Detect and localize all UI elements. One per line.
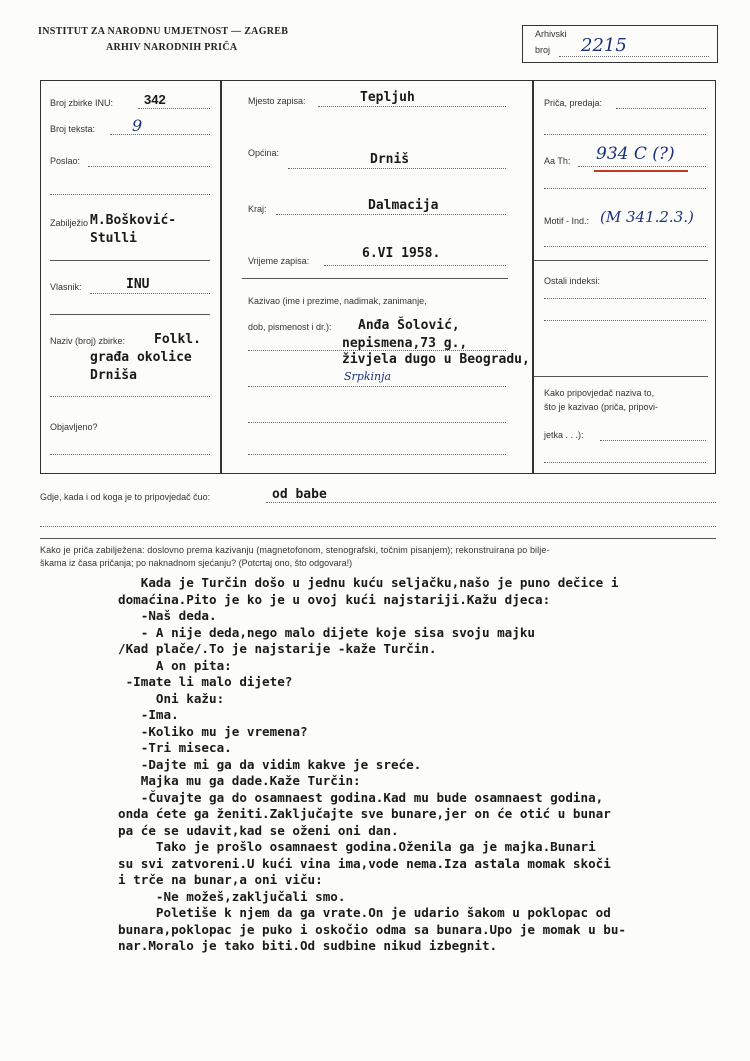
story-line: - A nije deda,nego malo dijete koje sisa svoju majku bbox=[118, 624, 536, 640]
story-line: -Tri miseca. bbox=[118, 740, 232, 755]
prica-label: Priča, predaja: bbox=[544, 98, 603, 108]
kazivao-handwritten: Srpkinja bbox=[344, 370, 392, 383]
institute-name: INSTITUT ZA NARODNU UMJETNOST — ZAGREB bbox=[38, 26, 289, 37]
story-line: -Naš deda. bbox=[118, 608, 217, 623]
vlasnik-value: INU bbox=[126, 277, 150, 292]
story-line: pa će se udavit,kad se oženi oni dan. bbox=[118, 822, 399, 838]
zabiljezio-line2: Stulli bbox=[90, 231, 137, 246]
archive-number: 2215 bbox=[581, 35, 627, 56]
story-line: nar.Moralo je tako biti.Od sudbine nikud izbegnit. bbox=[118, 938, 498, 953]
story-line: domaćina.Pito je ko je u ovoj kući najstariji.Kažu djeca: bbox=[118, 591, 551, 607]
story-line: A on pita: bbox=[118, 657, 232, 673]
naziv-line1: Folkl. bbox=[154, 332, 201, 347]
opcina-label: Općina: bbox=[248, 148, 280, 158]
ostali-label: Ostali indeksi: bbox=[544, 276, 601, 286]
kraj-label: Kraj: bbox=[248, 204, 267, 214]
motif-value: (M 341.2.3.) bbox=[600, 208, 694, 226]
kazivao-label-2: dob, pismenost i dr.): bbox=[248, 322, 332, 332]
poslao-label: Poslao: bbox=[50, 156, 81, 166]
naziv-label: Naziv (broj) zbirke: bbox=[50, 336, 126, 346]
kazivao-line1: Anđa Šolović, bbox=[358, 318, 460, 333]
mjesto-value: Tepljuh bbox=[360, 90, 415, 105]
story-line: -Dajte mi ga da vidim kakve je sreće. bbox=[118, 756, 422, 772]
story-line: i trče na bunar,a oni viču: bbox=[118, 872, 323, 887]
archive-box-label-2: broj bbox=[535, 45, 551, 55]
vrijeme-value: 6.VI 1958. bbox=[362, 246, 441, 261]
story-line: -Ne možeš,zaključali smo. bbox=[118, 888, 346, 904]
kraj-value: Dalmacija bbox=[368, 198, 439, 213]
story-line: Oni kažu: bbox=[118, 690, 225, 706]
story-line: onda ćete ga ženiti.Zaključajte sve bunare,jer on će otić u bunar bbox=[118, 806, 611, 821]
kazivao-label: Kazivao (ime i prezime, nadimak, zanimanje, bbox=[248, 296, 427, 306]
zabiljezio-line1: M.Bošković- bbox=[90, 213, 177, 228]
kako-label-2: što je kazivao (priča, pripovi- bbox=[544, 402, 659, 412]
vlasnik-label: Vlasnik: bbox=[50, 282, 82, 292]
naziv-line3: Drniša bbox=[90, 368, 137, 383]
kazivao-line2: nepismena,73 g., bbox=[342, 336, 468, 351]
story-line: -Koliko mu je vremena? bbox=[118, 723, 308, 739]
broj-zbirke-label: Broj zbirke INU: bbox=[50, 98, 114, 108]
kako-zabiljezena-line1: Kako je priča zabilježena: doslovno prema kazivanju (magnetofonom, stenografski, točnim pisanjem); rekonstruirana po bilje- bbox=[40, 545, 550, 555]
broj-teksta-value: 9 bbox=[132, 116, 143, 135]
kako-label: Kako pripovjedač naziva to, bbox=[544, 388, 655, 398]
mjesto-label: Mjesto zapisa: bbox=[248, 96, 306, 106]
naziv-line2: građa okolice bbox=[90, 350, 192, 365]
broj-zbirke-value: 342 bbox=[144, 92, 166, 107]
gdje-value: od babe bbox=[272, 487, 327, 502]
archive-name: ARHIV NARODNIH PRIČA bbox=[106, 42, 238, 53]
story-line: su svi zatvoreni.U kući vina ima,vode nema.Iza astala momak skoči bbox=[118, 855, 611, 871]
story-line: Majka mu ga dade.Kaže Turčin: bbox=[118, 773, 361, 788]
story-line: Poletiše k njem da ga vrate.On je udario šakom u poklopac od bbox=[118, 905, 611, 920]
opcina-value: Drniš bbox=[370, 152, 410, 167]
motif-label: Motif - Ind.: bbox=[544, 216, 590, 226]
aath-underline bbox=[594, 170, 688, 172]
story-line: -Ima. bbox=[118, 707, 179, 722]
kazivao-line3: živjela dugo u Beogradu, bbox=[342, 352, 530, 367]
gdje-label: Gdje, kada i od koga je to pripovjedač čuo: bbox=[40, 492, 211, 502]
aath-value: 934 C (?) bbox=[596, 144, 675, 164]
story-line: Kada je Turčin došo u jednu kuću seljačku,našo je puno dečice i bbox=[118, 575, 619, 590]
story-line: /Kad plače/.To je najstarije -kaže Turčin. bbox=[118, 641, 437, 656]
kako-zabiljezena-line2: škama iz časa pričanja; po naknadnom sjećanju? (Potcrtaj ono, što odgovara!) bbox=[40, 558, 353, 568]
story-text bbox=[118, 575, 738, 955]
archive-number-box bbox=[522, 25, 718, 63]
archive-box-label: Arhivski bbox=[535, 29, 567, 39]
objavljeno-label: Objavljeno? bbox=[50, 422, 98, 432]
aath-label: Aa Th: bbox=[544, 156, 571, 166]
broj-teksta-label: Broj teksta: bbox=[50, 124, 96, 134]
vrijeme-label: Vrijeme zapisa: bbox=[248, 256, 310, 266]
story-line: Tako je prošlo osamnaest godina.Oženila ga je majka.Bunari bbox=[118, 839, 596, 854]
story-line: -Čuvajte ga do osamnaest godina.Kad mu bude osamnaest godina, bbox=[118, 789, 604, 805]
story-line: -Imate li malo dijete? bbox=[118, 674, 293, 689]
story-line: bunara,poklopac je puko i oskočio odma sa bunara.Upo je momak u bu- bbox=[118, 921, 626, 937]
zabiljezio-label: Zabilježio bbox=[50, 218, 89, 228]
kako-label-3: jetka . . .): bbox=[544, 430, 584, 440]
